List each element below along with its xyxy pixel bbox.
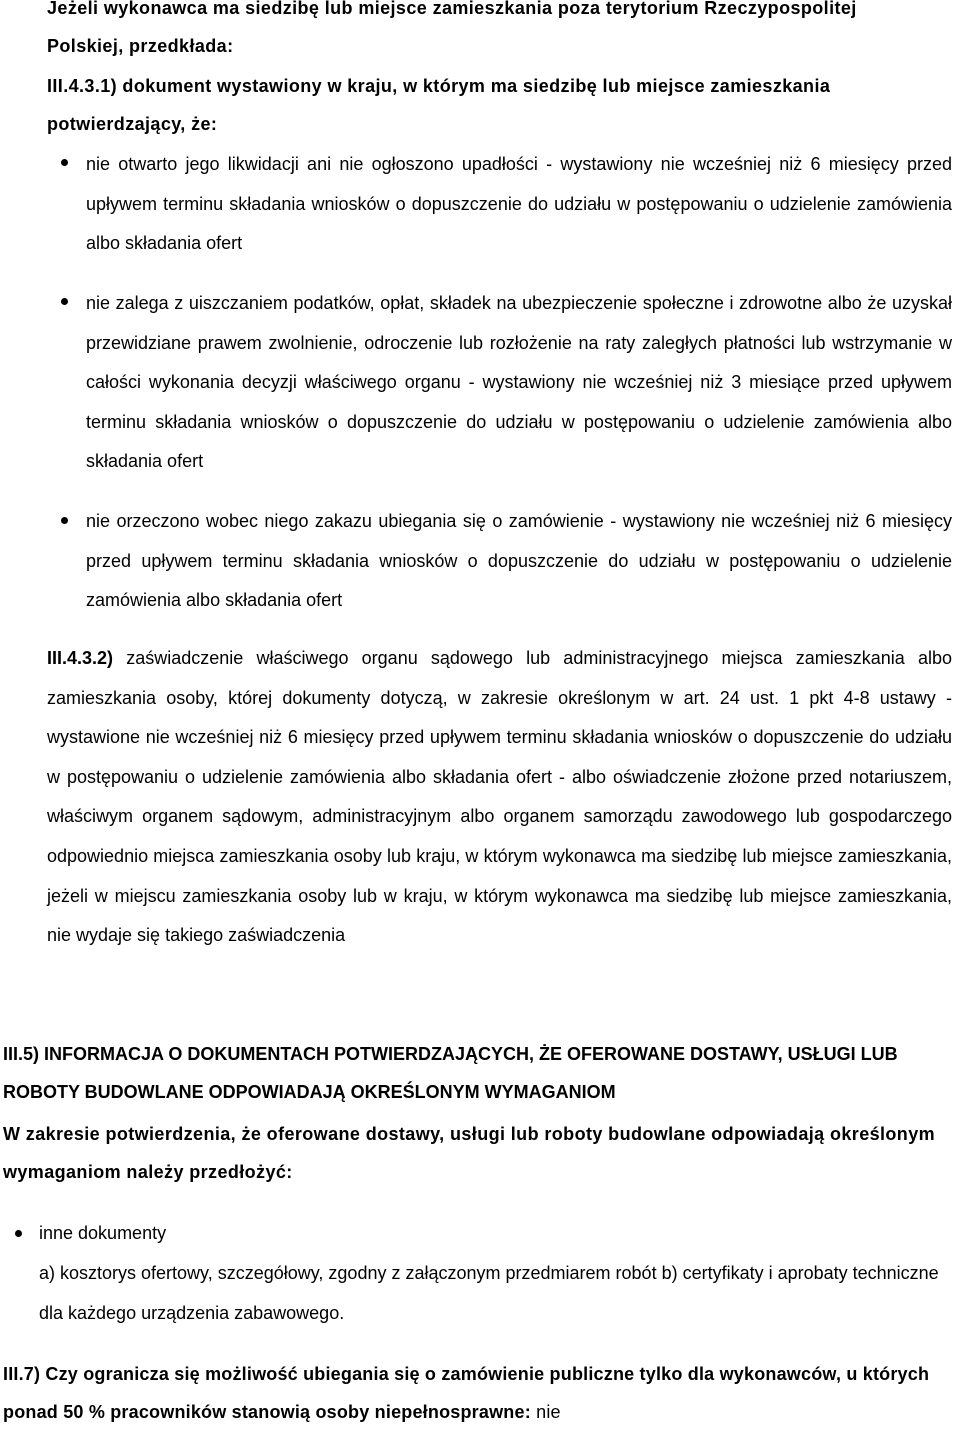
section-III-5-subheading: W zakresie potwierdzenia, że oferowane dostawy, usługi lub roboty budowlane odpowiadają określonym wymaganiom należy przedłożyć: — [3, 1124, 936, 1183]
bullet-icon — [15, 1230, 22, 1237]
bullet-icon — [61, 517, 68, 524]
item-III-4-3-2-text: zaświadczenie właściwego organu sądowego lub administracyjnego miejsca zamieszkania albo zamieszkania osoby, której dokumenty dotyczą, w zakresie określonym w art. 24 ust. 1 pkt 4-8 ustawy - wystawione nie wcześniej niż 6 miesięcy przed upływem terminu składania wniosków o dopuszczenie do udziału w postępowaniu o udzielenie zamówienia albo składania ofert - albo oświadczenie złożone przed notariuszem, właściwym organem sądowym, administracyjnym albo organem samorządu zawodowego lub gospodarczego odpowiednio miejsca zamieszkania osoby lub kraju, w którym wykonawca ma siedzibę lub miejsce zamieszkania, jeżeli w miejscu zamieszkania osoby lub w kraju, w którym wykonawca ma siedzibę lub miejsce zamieszkania, nie wydaje się takiego zaświadczenia — [47, 648, 952, 946]
section-III-5-bullet: inne dokumenty — [39, 1223, 167, 1243]
section-III-5-detail: a) kosztorys ofertowy, szczegółowy, zgodny z załączonym przedmiarem robót b) certyfikaty i aprobaty techniczne dla każdego urządzenia zabawowego. — [39, 1263, 939, 1323]
section-III-5-heading: III.5) INFORMACJA O DOKUMENTACH POTWIERDZAJĄCYCH, ŻE OFEROWANE DOSTAWY, USŁUGI LUB ROBOTY BUDOWLANE ODPOWIADAJĄ OKREŚLONYM WYMAGANIOM — [3, 1044, 898, 1103]
bullet-item-3: nie orzeczono wobec niego zakazu ubiegania się o zamówienie - wystawiony nie wcześniej niż 6 miesięcy przed upływem terminu składania wniosków o dopuszczenie do udziału w postępowaniu o udzielenie zamówienia albo składania ofert — [86, 511, 952, 611]
item-III-4-3-2-label: III.4.3.2) — [47, 648, 114, 668]
item-III-4-3-1: III.4.3.1) dokument wystawiony w kraju, w którym ma siedzibę lub miejsce zamieszkania potwierdzający, że: — [47, 76, 831, 135]
section-III-7 — [3, 1355, 958, 1432]
bullet-icon — [61, 298, 68, 305]
section-III-7-answer: nie — [536, 1402, 561, 1423]
intro-paragraph: Jeżeli wykonawca ma siedzibę lub miejsce zamieszkania poza terytorium Rzeczypospolitej Polskiej, przedkłada: — [47, 0, 857, 57]
item-III-4-3-2 — [47, 639, 952, 956]
bullet-item-2: nie zalega z uiszczaniem podatków, opłat, składek na ubezpieczenie społeczne i zdrowotne albo że uzyskał przewidziane prawem zwolnienie, odroczenie lub rozłożenie na raty zaległych płatności lub wstrzymanie w całości wykonania decyzji właściwego organu - wystawiony nie wcześniej niż 3 miesiące przed upływem terminu składania wniosków o dopuszczenie do udziału w postępowaniu o udzielenie zamówienia albo składania ofert — [86, 293, 952, 472]
bullet-item-1: nie otwarto jego likwidacji ani nie ogłoszono upadłości - wystawiony nie wcześniej niż 6 miesięcy przed upływem terminu składania wniosków o dopuszczenie do udziału w postępowaniu o udzielenie zamówienia albo składania ofert — [86, 154, 952, 254]
bullet-icon — [61, 159, 68, 166]
section-III-7-question: III.7) Czy ogranicza się możliwość ubiegania się o zamówienie publiczne tylko dla wykonawców, u których ponad 50 % pracowników stanowią osoby niepełnosprawne: — [3, 1364, 930, 1423]
